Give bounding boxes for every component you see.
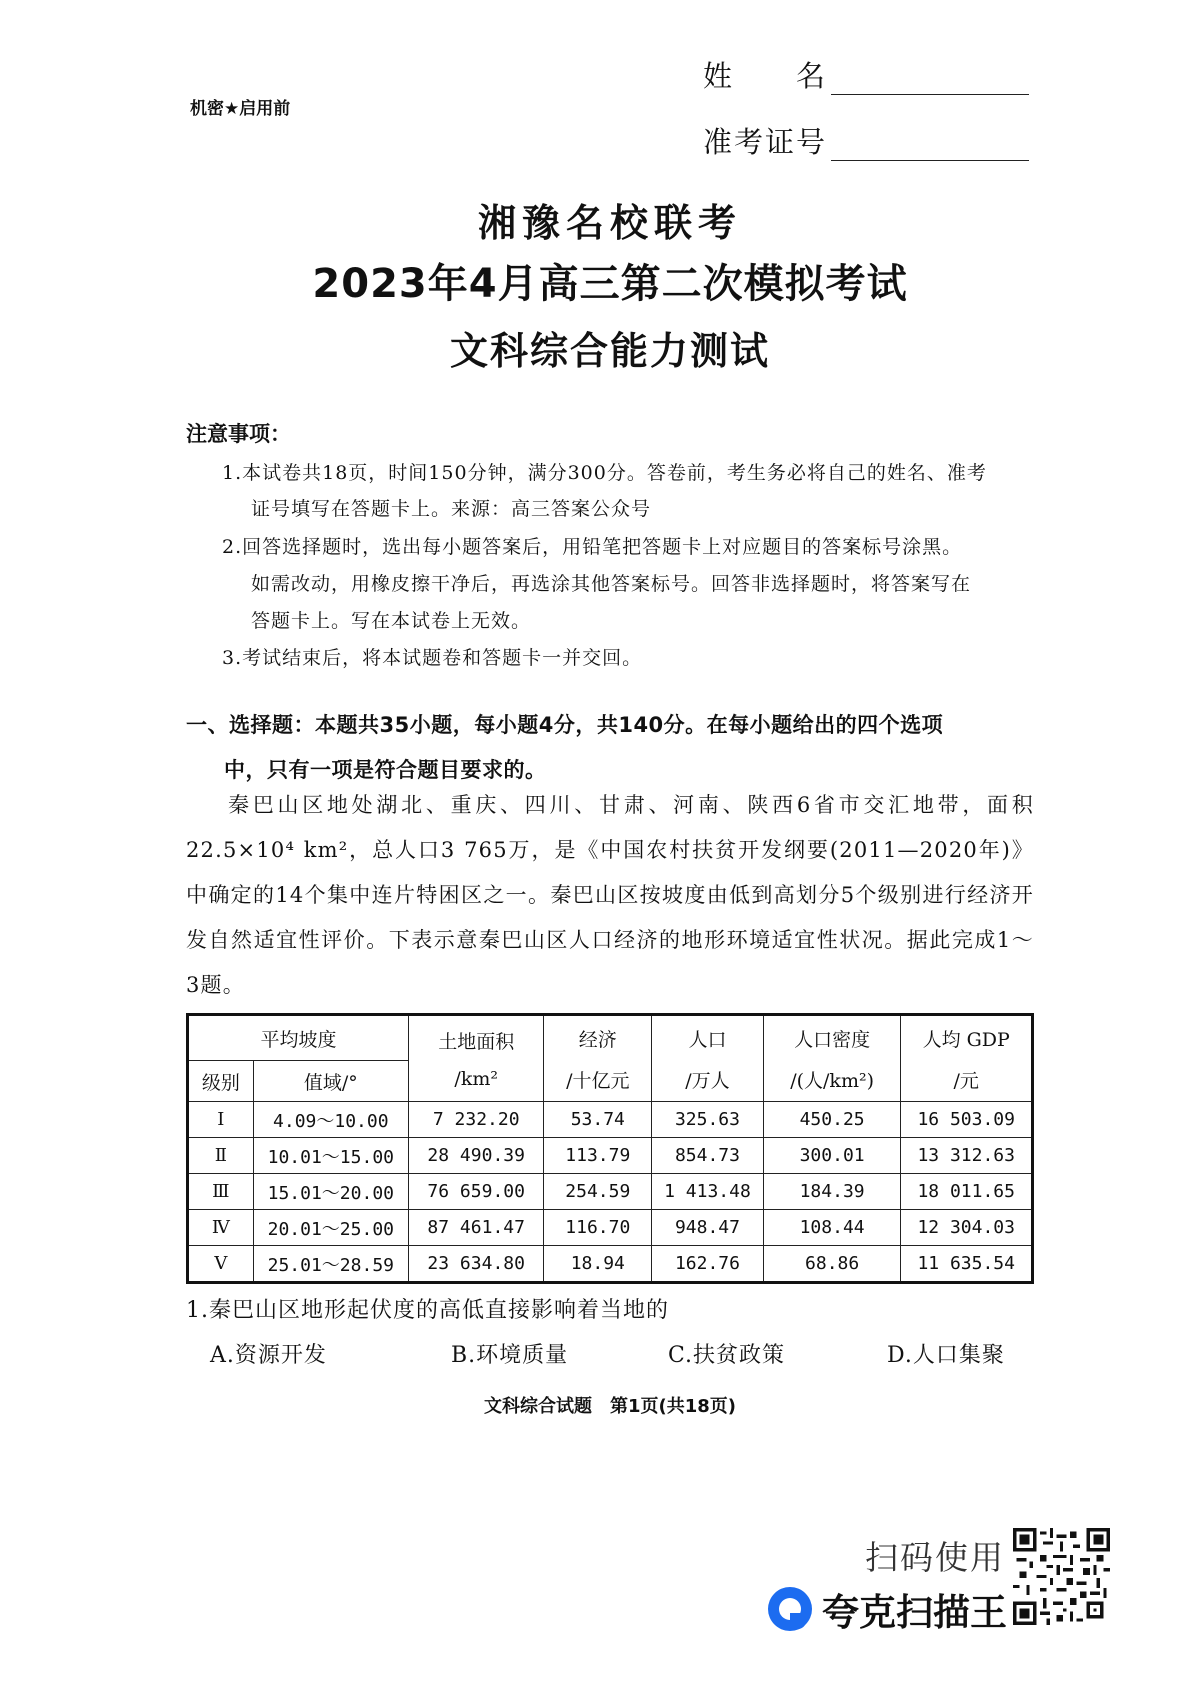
cell-economy: 254.59 — [544, 1174, 652, 1210]
header-economy-unit: /十亿元 — [566, 1069, 630, 1092]
qr-code-icon[interactable] — [1013, 1528, 1110, 1625]
cell-density: 68.86 — [763, 1246, 901, 1283]
header-range: 值域/° — [253, 1061, 408, 1102]
cell-range: 25.01～28.59 — [253, 1246, 408, 1283]
table-row — [188, 1174, 1033, 1210]
cell-level: Ⅴ — [188, 1246, 254, 1283]
cell-area: 76 659.00 — [408, 1174, 544, 1210]
cell-range: 10.01～15.00 — [253, 1138, 408, 1174]
notice-heading: 注意事项： — [186, 422, 291, 446]
name-blank-line[interactable] — [831, 64, 1029, 95]
cell-economy: 116.70 — [544, 1210, 652, 1246]
exam-session-title: 2023年4月高三第二次模拟考试 — [312, 261, 908, 307]
question-1-option-d[interactable]: D.人口集聚 — [887, 1343, 1005, 1368]
cell-population: 948.47 — [652, 1210, 764, 1246]
name-field[interactable] — [703, 54, 1029, 95]
table-row — [188, 1210, 1033, 1246]
table-row — [188, 1246, 1033, 1283]
section-heading-line-1: 一、选择题：本题共35小题，每小题4分，共140分。在每小题给出的四个选项 — [186, 713, 944, 737]
header-slope: 平均坡度 — [188, 1015, 409, 1061]
notice-item-3: 3.考试结束后，将本试题卷和答题卡一并交回。 — [222, 647, 643, 669]
cell-range: 15.01～20.00 — [253, 1174, 408, 1210]
cell-area: 7 232.20 — [408, 1102, 544, 1138]
exam-id-label: 准考证号 — [703, 125, 828, 159]
cell-range: 20.01～25.00 — [253, 1210, 408, 1246]
cell-area: 23 634.80 — [408, 1246, 544, 1283]
subject-title: 文科综合能力测试 — [449, 329, 770, 373]
exam-id-field[interactable] — [703, 120, 1029, 161]
cell-population: 325.63 — [652, 1102, 764, 1138]
header-gdp-unit: /元 — [953, 1069, 979, 1092]
header-density-unit: /(人/km²) — [790, 1069, 874, 1092]
cell-area: 28 490.39 — [408, 1138, 544, 1174]
header-population-name: 人口 — [688, 1028, 727, 1051]
cell-economy: 53.74 — [544, 1102, 652, 1138]
cell-level: Ⅱ — [188, 1138, 254, 1174]
question-1-option-b[interactable]: B.环境质量 — [451, 1343, 569, 1368]
notice-item-2-line-2: 如需改动，用橡皮擦干净后，再选涂其他答案标号。回答非选择题时，将答案写在 — [251, 573, 972, 595]
header-population-unit: /万人 — [685, 1069, 730, 1092]
cell-density: 108.44 — [763, 1210, 901, 1246]
cell-area: 87 461.47 — [408, 1210, 544, 1246]
cell-gdp: 18 011.65 — [901, 1174, 1033, 1210]
cell-density: 184.39 — [763, 1174, 901, 1210]
cell-population: 162.76 — [652, 1246, 764, 1283]
header-area — [408, 1015, 544, 1102]
table-row — [188, 1102, 1033, 1138]
cell-gdp: 12 304.03 — [901, 1210, 1033, 1246]
scan-to-use-text: 扫码使用 — [865, 1538, 1005, 1577]
question-1-option-a[interactable]: A.资源开发 — [210, 1343, 327, 1368]
cell-range: 4.09～10.00 — [253, 1102, 408, 1138]
cell-population: 1 413.48 — [652, 1174, 764, 1210]
cell-population: 854.73 — [652, 1138, 764, 1174]
cell-level: Ⅳ — [188, 1210, 254, 1246]
page-footer: 文科综合试题 第1页(共18页) — [483, 1396, 737, 1417]
name-label: 姓 名 — [703, 59, 828, 93]
cell-density: 300.01 — [763, 1138, 901, 1174]
cell-economy: 18.94 — [544, 1246, 652, 1283]
notice-item-2-line-1: 2.回答选择题时，选出每小题答案后，用铅笔把答题卡上对应题目的答案标号涂黑。 — [222, 536, 963, 558]
question-1-stem: 1.秦巴山区地形起伏度的高低直接影响着当地的 — [186, 1298, 669, 1323]
table-row — [188, 1138, 1033, 1174]
notice-item-2-line-3: 答题卡上。写在本试卷上无效。 — [251, 610, 532, 632]
header-gdp-name: 人均 GDP — [922, 1028, 1010, 1051]
exam-id-blank-line[interactable] — [831, 130, 1029, 161]
header-density — [763, 1015, 901, 1102]
exam-union-title: 湘豫名校联考 — [477, 201, 742, 245]
cell-gdp: 11 635.54 — [901, 1246, 1033, 1283]
scanner-brand-name: 夸克扫描王 — [822, 1591, 1007, 1634]
question-1-option-c[interactable]: C.扶贫政策 — [668, 1343, 786, 1368]
notice-item-1-line-1: 1.本试卷共18页，时间150分钟，满分300分。答卷前，考生务必将自己的姓名、准考 — [222, 462, 987, 484]
notice-item-1-line-2: 证号填写在答题卡上。来源：高三答案公众号 — [251, 498, 652, 520]
header-area-unit: /km² — [454, 1068, 498, 1090]
header-level: 级别 — [188, 1061, 254, 1102]
section-heading-line-2: 中，只有一项是符合题目要求的。 — [224, 758, 547, 782]
header-gdp — [901, 1015, 1033, 1102]
header-density-name: 人口密度 — [794, 1028, 871, 1051]
slope-data-table — [186, 1013, 1034, 1284]
header-population — [652, 1015, 764, 1102]
header-economy-name: 经济 — [578, 1028, 617, 1051]
header-area-name: 土地面积 — [438, 1031, 515, 1053]
cell-gdp: 16 503.09 — [901, 1102, 1033, 1138]
passage-text: 秦巴山区地处湖北、重庆、四川、甘肃、河南、陕西6省市交汇地带，面积22.5×10⁴ km²，总人口3 765万，是《中国农村扶贫开发纲要(2011—2020年)》中确定的14个集中连片特困区之一。秦巴山区按坡度由低到高划分5个级别进行经济开发自然适宜性评价。下表示意秦巴山区人口经济的地形环境适宜性状况。据此完成1～3题。 — [186, 793, 1034, 997]
cell-level: Ⅲ — [188, 1174, 254, 1210]
header-economy — [544, 1015, 652, 1102]
cell-economy: 113.79 — [544, 1138, 652, 1174]
cell-level: Ⅰ — [188, 1102, 254, 1138]
confidential-mark: 机密★启用前 — [190, 99, 291, 119]
quark-logo-icon — [768, 1587, 812, 1631]
scanner-brand — [768, 1582, 1007, 1636]
cell-density: 450.25 — [763, 1102, 901, 1138]
cell-gdp: 13 312.63 — [901, 1138, 1033, 1174]
section-heading — [186, 703, 1036, 793]
